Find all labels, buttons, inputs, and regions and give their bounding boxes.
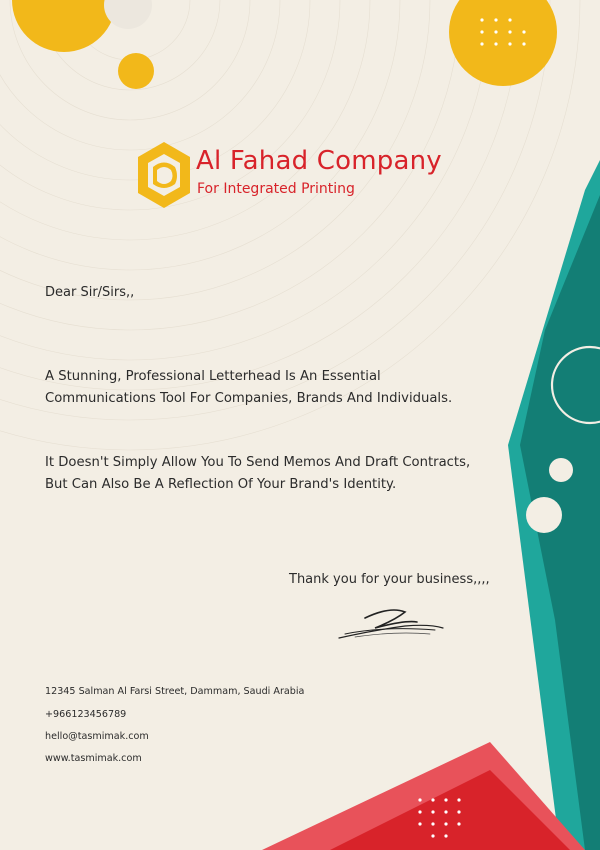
contact-website[interactable]: www.tasmimak.com [45,753,142,764]
small-cream-dot [549,458,573,482]
company-name: Al Fahad Company [196,146,442,176]
letter-paragraph-1 [45,366,452,409]
contact-address: 12345 Salman Al Farsi Street, Dammam, Saudi Arabia [45,686,305,697]
paragraph-2-line-1: It Doesn't Simply Allow You To Send Memos And Draft Contracts, [45,455,471,470]
handwritten-signature [335,604,445,644]
hexagon-ring-logo-icon [135,140,193,210]
paragraph-1-line-2: Communications Tool For Companies, Brands And Individuals. [45,390,453,406]
letter-greeting: Dear Sir/Sirs,, [45,285,135,300]
top-left-cream-circle [104,0,152,29]
letter-paragraph-2 [45,452,470,495]
paragraph-2-line-2: But Can Also Be A Reflection Of Your Brand's Identity. [45,476,397,492]
top-left-large-yellow-circle [12,0,116,52]
medium-cream-dot [526,497,562,533]
company-tagline: For Integrated Printing [197,181,355,197]
top-left-small-yellow-circle [118,53,154,89]
contact-email[interactable]: hello@tasmimak.com [45,731,149,742]
paragraph-1-line-1: A Stunning, Professional Letterhead Is An Essential [45,369,381,384]
top-right-yellow-circle [449,0,557,86]
letter-closing: Thank you for your business,,,, [289,572,490,587]
contact-phone: +966123456789 [45,709,127,720]
